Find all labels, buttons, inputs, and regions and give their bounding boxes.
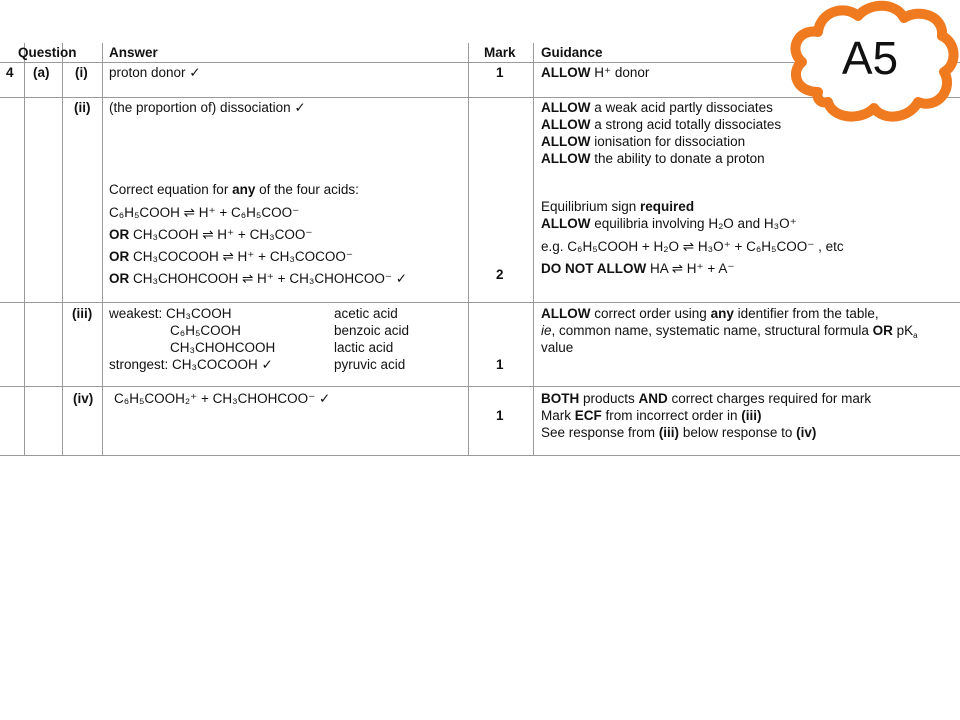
order-line: C₆H₅COOH (170, 323, 241, 338)
question-sub: (a) (33, 65, 50, 80)
question-part: (i) (75, 65, 88, 80)
ie-text: ie (541, 323, 552, 338)
answer-bold: any (232, 182, 256, 197)
guidance-body: a strong acid totally dissociates (590, 117, 782, 132)
part-ref: (iv) (796, 425, 817, 440)
badge-label: A5 (841, 32, 899, 84)
guidance-body: ionisation for dissociation (590, 134, 746, 149)
order-line-weakest: weakest: CH₃COOH (109, 306, 232, 321)
answer-part: of the four acids: (255, 182, 359, 197)
guidance-body: , common name, systematic name, structural formula (551, 323, 873, 338)
equation-line (109, 248, 353, 265)
guidance-line (541, 305, 918, 322)
and-keyword: AND (638, 391, 668, 406)
guidance-body: correct order using (590, 306, 711, 321)
do-not-allow-keyword: DO NOT ALLOW (541, 261, 647, 276)
row-divider (0, 386, 960, 387)
guidance-body: from incorrect order in (601, 408, 742, 423)
column-divider (24, 43, 25, 455)
guidance-line (541, 198, 797, 215)
guidance-block (541, 99, 781, 167)
question-part: (iv) (73, 391, 94, 406)
guidance-line (541, 215, 797, 232)
acid-name: pyruvic acid (334, 357, 406, 372)
guidance-body: Mark (541, 408, 575, 423)
guidance-body: a weak acid partly dissociates (590, 100, 773, 115)
acid-name: benzoic acid (334, 323, 410, 338)
or-keyword: OR (109, 249, 130, 264)
guidance-block (541, 305, 918, 356)
acid-name: acetic acid (334, 306, 398, 321)
guidance-body: correct charges required for mark (667, 391, 872, 406)
question-part: (iii) (72, 306, 93, 321)
guidance-line (541, 390, 871, 407)
guidance-block (541, 198, 797, 232)
allow-keyword: ALLOW (541, 306, 591, 321)
mark-value: 1 (496, 65, 504, 80)
column-divider (533, 43, 534, 455)
equation-text: CH₃COCOOH ⇌ H⁺ + CH₃COCOO⁻ (129, 249, 353, 264)
answer-part: Correct equation for (109, 182, 233, 197)
guidance-body: H⁺ donor (590, 65, 650, 80)
order-line: CH₃CHOHCOOH (170, 340, 276, 355)
mark-value: 2 (496, 267, 504, 282)
or-keyword: OR (872, 323, 893, 338)
column-divider (468, 43, 469, 455)
guidance-body: the ability to donate a proton (590, 151, 765, 166)
column-divider (62, 43, 63, 455)
guidance-body: products (579, 391, 639, 406)
answer-text: (the proportion of) dissociation ✓ (109, 100, 306, 115)
guidance-body: below response to (679, 425, 797, 440)
allow-keyword: ALLOW (541, 134, 591, 149)
pka-subscript: a (913, 331, 918, 340)
equation-line (109, 226, 312, 243)
question-number: 4 (6, 65, 14, 80)
guidance-body: pK (892, 323, 914, 338)
allow-keyword: ALLOW (541, 117, 591, 132)
both-keyword: BOTH (541, 391, 580, 406)
guidance-example: e.g. C₆H₅COOH + H₂O ⇌ H₃O⁺ + C₆H₅COO⁻ , etc (541, 239, 844, 254)
guidance-block (541, 390, 871, 441)
guidance-line (541, 322, 918, 339)
guidance-body: HA ⇌ H⁺ + A⁻ (646, 261, 735, 276)
guidance-line (541, 133, 781, 150)
equation-text: CH₃CHOHCOOH ⇌ H⁺ + CH₃CHOHCOO⁻ ✓ (129, 271, 408, 286)
guidance-body: See response from (541, 425, 659, 440)
guidance-line (541, 99, 781, 116)
header-answer: Answer (109, 45, 158, 60)
guidance-body: identifier from the table, (733, 306, 879, 321)
allow-keyword: ALLOW (541, 151, 591, 166)
guidance-body: Equilibrium sign (541, 199, 641, 214)
column-divider (102, 43, 103, 455)
guidance-line (541, 150, 781, 167)
answer-text (109, 181, 359, 198)
part-ref: (iii) (741, 408, 762, 423)
mark-value: 1 (496, 357, 504, 372)
required-keyword: required (640, 199, 695, 214)
allow-keyword: ALLOW (541, 65, 591, 80)
or-keyword: OR (109, 227, 130, 242)
header-mark: Mark (484, 45, 516, 60)
part-ref: (iii) (658, 425, 680, 440)
guidance-line (541, 424, 871, 441)
equation-line (109, 270, 407, 287)
question-part: (ii) (74, 100, 91, 115)
equation-text: CH₃COOH ⇌ H⁺ + CH₃COO⁻ (129, 227, 313, 242)
guidance-body: equilibria involving H₂O and H₃O⁺ (590, 216, 797, 231)
order-line-strongest: strongest: CH₃COCOOH ✓ (109, 357, 273, 372)
guidance-line (541, 260, 734, 277)
guidance-line (541, 116, 781, 133)
or-keyword: OR (109, 271, 130, 286)
guidance-line (541, 407, 871, 424)
row-divider (0, 455, 960, 456)
equation-line: C₆H₅COOH ⇌ H⁺ + C₆H₅COO⁻ (109, 205, 300, 220)
allow-keyword: ALLOW (541, 216, 591, 231)
ecf-keyword: ECF (574, 408, 602, 423)
guidance-line: value (541, 340, 574, 355)
row-divider (0, 302, 960, 303)
header-question: Question (18, 45, 77, 60)
guidance-text (541, 64, 649, 81)
header-guidance: Guidance (541, 45, 603, 60)
acid-name: lactic acid (334, 340, 394, 355)
allow-keyword: ALLOW (541, 100, 591, 115)
answer-text: proton donor ✓ (109, 65, 201, 80)
mark-value: 1 (496, 408, 504, 423)
any-keyword: any (710, 306, 734, 321)
answer-text: C₆H₅COOH₂⁺ + CH₃CHOHCOO⁻ ✓ (114, 391, 331, 406)
